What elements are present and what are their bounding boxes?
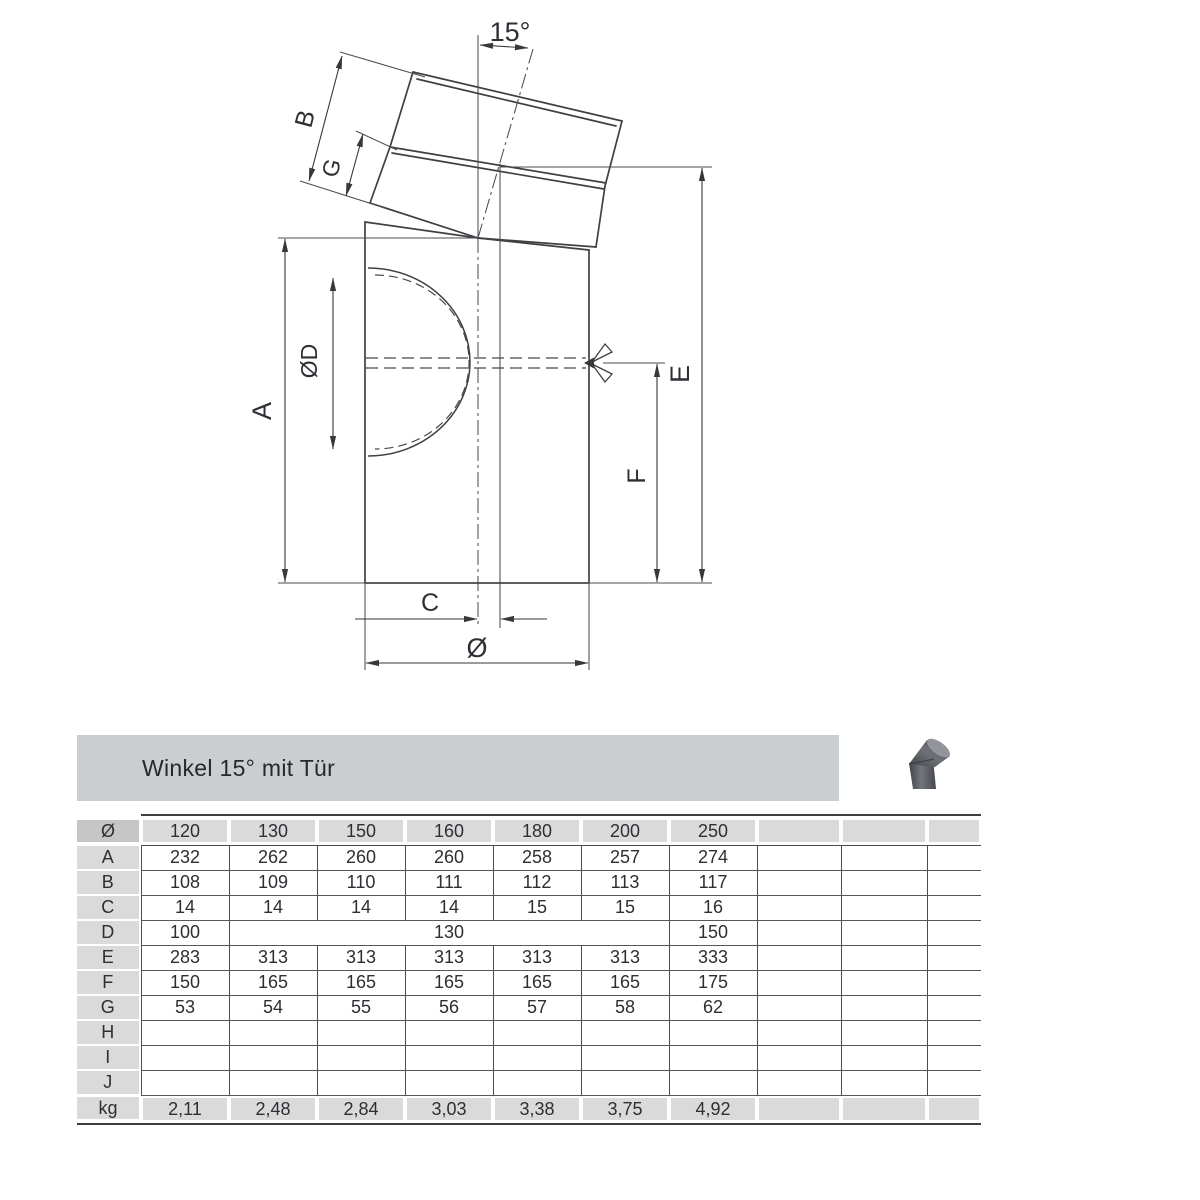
table-header-chip: 160 [407,820,491,842]
dimension-lines [285,45,702,663]
table-cell-empty [581,1045,669,1070]
table-cell: 113 [581,870,669,895]
table-cell-empty [757,945,841,970]
table-cell: 57 [493,995,581,1020]
row-label-cell [77,1070,141,1095]
table-cell: 333 [669,945,757,970]
table-footer-cell [757,1095,841,1124]
table-cell: 283 [141,945,229,970]
table-cell: 111 [405,870,493,895]
table-header-chip [759,820,839,842]
table-cell-empty [141,1070,229,1095]
table-cell: 110 [317,870,405,895]
table-cell-empty [927,1070,981,1095]
dimension-table [77,814,981,1125]
table-cell-empty [757,920,841,945]
table-header-chip [929,820,979,842]
table-cell-empty [841,895,927,920]
section-title: Winkel 15° mit Tür [142,755,336,781]
extension-lines [278,35,712,670]
table-header-chip: 200 [583,820,667,842]
table-row-g [77,995,981,1020]
table-cell-empty [757,1070,841,1095]
table-footer-chip: 2,84 [319,1098,403,1120]
table-cell-empty [841,945,927,970]
pipe-outline [365,72,622,583]
row-label-cell [77,845,141,870]
table-cell-empty [927,945,981,970]
table-cell-empty [841,845,927,870]
table-row-c [77,895,981,920]
dim-label-c: C [420,589,440,617]
table-cell-empty [927,970,981,995]
table-cell-empty [229,1070,317,1095]
table-cell-empty [927,995,981,1020]
table-footer-chip: 2,48 [231,1098,315,1120]
table-cell: 58 [581,995,669,1020]
table-footer-chip: 4,92 [671,1098,755,1120]
table-header-cell [405,815,493,845]
table-cell: 313 [405,945,493,970]
table-cell: 112 [493,870,581,895]
table-row-j [77,1070,981,1095]
dim-label-d: ØD [296,343,322,379]
table-cell-empty [841,1045,927,1070]
section-banner [77,735,839,801]
table-cell: 150 [669,920,757,945]
table-cell: 117 [669,870,757,895]
dim-label-diameter: Ø [466,633,488,663]
table-footer-chip [759,1098,839,1120]
table-footer-cell [141,1095,229,1124]
table-footer-cell [927,1095,981,1124]
table-cell: 232 [141,845,229,870]
door-arc-dashed [375,275,469,449]
table-footer-cell [229,1095,317,1124]
table-cell: 15 [493,895,581,920]
table-row-h [77,1020,981,1045]
row-label: B [77,871,139,894]
table-cell: 53 [141,995,229,1020]
table-cell-empty [229,1045,317,1070]
table-cell-empty [317,1070,405,1095]
table-cell-empty [757,970,841,995]
table-cell-empty [757,895,841,920]
table-header-cell [141,815,229,845]
miter-seam [365,222,589,250]
table-cell: 257 [581,845,669,870]
table-header-chip: 130 [231,820,315,842]
table-cell-empty [841,970,927,995]
table-cell: 258 [493,845,581,870]
table-cell-empty [581,1020,669,1045]
table-footer-chip: 3,75 [583,1098,667,1120]
table-header-cell [669,815,757,845]
table-header-cell [927,815,981,845]
table-cell: 14 [141,895,229,920]
table-header-cell [229,815,317,845]
row-label-cell [77,920,141,945]
table-footer-chip: 3,03 [407,1098,491,1120]
table-header-label-cell [77,815,141,845]
dim-label-b: B [289,107,321,131]
table-cell: 108 [141,870,229,895]
row-label: I [77,1046,139,1069]
dim-line-g [346,134,363,196]
table-cell: 62 [669,995,757,1020]
table-footer-chip: 2,11 [143,1098,227,1120]
table-cell-empty [841,1070,927,1095]
row-label-cell [77,870,141,895]
table-cell: 130 [229,920,669,945]
table-footer-label-cell [77,1095,141,1124]
table-row-b [77,870,981,895]
table-cell-empty [141,1045,229,1070]
table-footer-chip: 3,38 [495,1098,579,1120]
table-cell-empty [927,845,981,870]
table-cell-empty [927,870,981,895]
table-footer-cell [405,1095,493,1124]
table-cell-empty [493,1020,581,1045]
centerlines [478,49,533,626]
table-cell-empty [229,1020,317,1045]
row-label: H [77,1021,139,1044]
table-cell-empty [841,995,927,1020]
table-cell: 260 [405,845,493,870]
row-label: C [77,896,139,919]
table-header-chip [843,820,925,842]
table-footer-cell [317,1095,405,1124]
table-footer-cell [581,1095,669,1124]
table-footer-chip [929,1098,979,1120]
table-cell-empty [493,1045,581,1070]
table-footer-label: kg [77,1097,139,1119]
table-cell: 16 [669,895,757,920]
table-cell-empty [581,1070,669,1095]
table-cell: 313 [229,945,317,970]
dim-label-a: A [247,401,277,421]
table-header-cell [493,815,581,845]
table-cell-empty [405,1045,493,1070]
table-cell-empty [317,1020,405,1045]
table-cell: 165 [405,970,493,995]
table-cell-empty [757,845,841,870]
row-label-cell [77,895,141,920]
row-label-cell [77,995,141,1020]
table-cell: 165 [229,970,317,995]
pipe-body [365,222,589,583]
row-label: J [77,1071,139,1094]
table-cell: 54 [229,995,317,1020]
row-label: E [77,946,139,969]
table-cell: 313 [317,945,405,970]
dim-label-e: E [665,364,695,384]
table-cell-empty [669,1020,757,1045]
tilted-axis [478,49,533,238]
miter-cut-edge [370,203,596,247]
dim-label-f: F [623,468,651,484]
row-label: G [77,996,139,1019]
table-cell-empty [757,870,841,895]
table-footer-cell [493,1095,581,1124]
table-cell: 55 [317,995,405,1020]
table-cell-empty [669,1070,757,1095]
table-cell-empty [841,920,927,945]
table-cell: 56 [405,995,493,1020]
upper-tube-face [413,72,622,126]
table-cell-empty [141,1020,229,1045]
table-header-chip: 120 [143,820,227,842]
table-header-cell [581,815,669,845]
table-cell: 14 [229,895,317,920]
table-cell: 109 [229,870,317,895]
table-cell-empty [841,1020,927,1045]
table-cell: 313 [493,945,581,970]
upper-tube-walls [390,72,622,186]
table-cell: 100 [141,920,229,945]
table-cell-empty [405,1070,493,1095]
table-cell-empty [757,1045,841,1070]
table-header-chip: 250 [671,820,755,842]
table-cell: 175 [669,970,757,995]
table-footer-chip [843,1098,925,1120]
table-header-row [77,815,981,845]
door-axis-dashed [366,358,586,368]
table-header-cell [757,815,841,845]
dim-label-g: G [316,155,347,180]
row-label-cell [77,1045,141,1070]
row-label: F [77,971,139,994]
row-label-cell [77,1020,141,1045]
table-cell: 260 [317,845,405,870]
table-row-d [77,920,981,945]
angle-label: 15° [489,17,531,47]
table-cell-empty [493,1070,581,1095]
table-footer-cell [669,1095,757,1124]
table-row-f [77,970,981,995]
table-footer-cell [841,1095,927,1124]
table-header-chip: 180 [495,820,579,842]
table-header-cell [841,815,927,845]
table-cell: 165 [581,970,669,995]
table-cell-empty [669,1045,757,1070]
table-cell-empty [757,1020,841,1045]
table-cell: 15 [581,895,669,920]
table-row-i [77,1045,981,1070]
table-cell: 262 [229,845,317,870]
table-cell-empty [927,920,981,945]
door-arc [368,268,470,456]
table-header-cell [317,815,405,845]
table-cell-empty [927,895,981,920]
table-footer-row [77,1095,981,1124]
table-cell-empty [927,1045,981,1070]
table-cell: 313 [581,945,669,970]
table-cell: 14 [317,895,405,920]
row-label-cell [77,970,141,995]
table-header-chip: 150 [319,820,403,842]
table-cell: 165 [317,970,405,995]
table-header-label: Ø [77,820,139,842]
table-cell: 274 [669,845,757,870]
table-cell: 165 [493,970,581,995]
table-row-a [77,845,981,870]
row-label: A [77,846,139,869]
table-cell-empty [317,1045,405,1070]
table-cell-empty [841,870,927,895]
table-cell-empty [757,995,841,1020]
table-cell-empty [927,1020,981,1045]
row-label-cell [77,945,141,970]
table-row-e [77,945,981,970]
collar-walls [370,147,605,247]
row-label: D [77,921,139,944]
elbow-pipe-icon [903,737,961,793]
table-cell-empty [405,1020,493,1045]
table-cell: 14 [405,895,493,920]
table-cell: 150 [141,970,229,995]
